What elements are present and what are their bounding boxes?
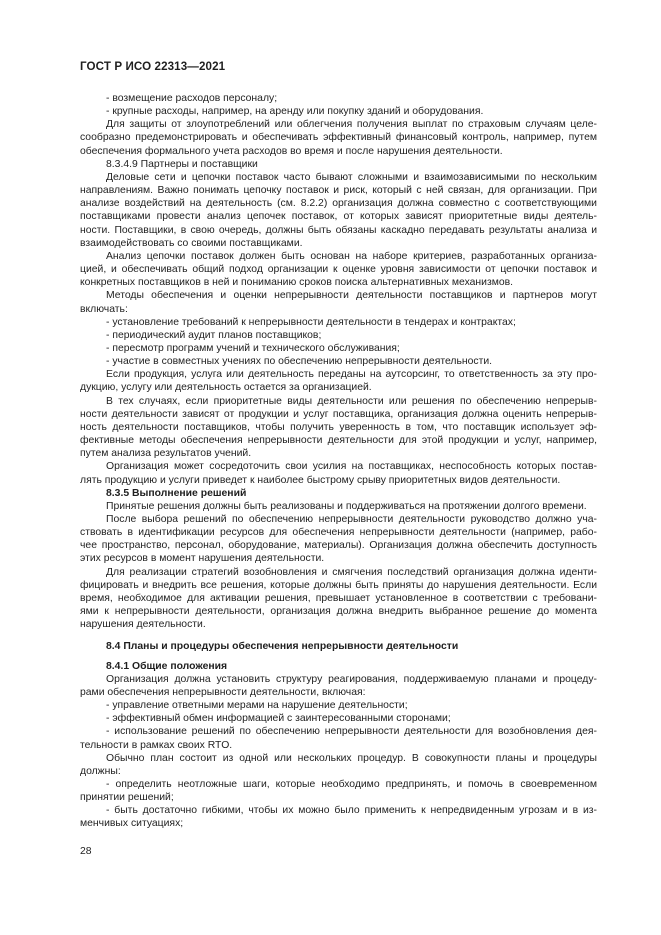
text-line: ности. Поставщики, в свою очередь, должны быть обязаны каскадно передавать результаты анализа и xyxy=(80,224,597,236)
text-line: обеспечения формального учета расходов во время и после нарушения деятельности. xyxy=(80,145,503,157)
text-line: тельности в рамках своих RTO. xyxy=(80,739,233,751)
text-line: нарушения деятельности. xyxy=(80,619,206,631)
text-line: ствовать в идентификации ресурсов для обеспечения непрерывности деятельности (например, рабо- xyxy=(80,527,597,539)
text-line: В тех случаях, если приоритетные виды деятельности или решения по обеспечению непрерыв- xyxy=(106,395,597,407)
text-line: Принятые решения должны быть реализованы и поддерживаться на протяжении долгого времени. xyxy=(106,500,587,512)
text-line: рами обеспечения непрерывности деятельности, включая: xyxy=(80,686,366,698)
text-line: сообразно предемонстрировать и обеспечивать эффективный финансовый контроль, например, путем xyxy=(80,132,597,144)
text-line: Организация может сосредоточить свои усилия на поставщиках, неспособность которых постав- xyxy=(106,461,597,473)
text-line: Методы обеспечения и оценки непрерывности деятельности поставщиков и партнеров могут xyxy=(106,290,597,302)
text-line: ями к непрерывности деятельности, организация должна внедрить выбранное решение до момента xyxy=(80,606,597,618)
text-line: взаимодействовать со своими поставщиками. xyxy=(80,237,303,249)
list-item: - участие в совместных учениях по обеспечению непрерывности деятельности. xyxy=(106,356,493,368)
subsection-heading: 8.3.4.9 Партнеры и поставщики xyxy=(106,158,258,170)
text-line: фективные методы обеспечения непрерывности деятельности для этой продукции и услуг, например, xyxy=(80,435,597,447)
document-body xyxy=(80,92,597,831)
text-line: чее пространство, персонал, оборудование, материалы). Организация должна обеспечить доступность xyxy=(80,540,597,552)
text-line: дукцию, услугу или деятельность остается за организацией. xyxy=(80,382,372,394)
text-line: менчивых ситуациях; xyxy=(80,818,184,830)
text-line: Обычно план состоит из одной или нескольких процедур. В совокупности планы и процедуры xyxy=(106,752,597,764)
text-line: лять продукцию и услуги приведет к наиболее быстрому срыву приоритетных видов деятельности. xyxy=(80,474,561,486)
list-item: - управление ответными мерами на нарушение деятельности; xyxy=(106,700,408,712)
document-header: ГОСТ Р ИСО 22313—2021 xyxy=(80,60,226,73)
text-line: Если продукция, услуга или деятельность переданы на аутсорсинг, то ответственность за эту про- xyxy=(106,369,597,381)
text-line: Анализ цепочки поставок должен быть основан на наборе критериев, разработанных организа- xyxy=(106,250,597,262)
list-item: - установление требований к непрерывности деятельности в тендерах и контрактах; xyxy=(106,316,516,328)
text-line: принятии решений; xyxy=(80,792,174,804)
text-line: поставщиками провести анализ цепочек поставок, от которых зависят приоритетные виды деятель- xyxy=(80,211,597,223)
text-line: анализе воздействий на деятельность (см. 8.2.2) организация должна совместно с соответствующими xyxy=(80,198,597,210)
text-line: ности деятельности зависят от продукции и услуг поставщика, организация должна оценить непрерыв- xyxy=(80,408,597,420)
text-line: После выбора решений по обеспечению непрерывности деятельности руководство должно уча- xyxy=(106,514,597,525)
list-item: - определить неотложные шаги, которые необходимо предпринять, и помочь в своевременном xyxy=(106,778,597,790)
text-line: ность деятельности поставщиков, чтобы получить уверенность в том, что поставщик использует эф- xyxy=(80,421,597,433)
list-item: - эффективный обмен информацией с заинтересованными сторонами; xyxy=(106,713,451,725)
text-line: время, необходимое для активации решения, превышает установленное в соответствии с требовани- xyxy=(80,592,597,604)
text-line: Организация должна установить структуру реагирования, поддерживаемую планами и процеду- xyxy=(106,673,597,685)
list-item: - быть достаточно гибкими, чтобы их можно было применить к непредвиденным угрозам и в из- xyxy=(106,805,597,817)
list-item: - периодический аудит планов поставщиков; xyxy=(106,329,322,341)
text-line: этих ресурсов в момент нарушения деятельности. xyxy=(80,553,325,565)
section-heading: 8.4.1 Общие положения xyxy=(106,660,228,672)
list-item: - крупные расходы, например, на аренду или покупку зданий и оборудования. xyxy=(106,106,484,118)
list-item: - использование решений по обеспечению непрерывности деятельности для возобновления дея- xyxy=(106,726,597,738)
page-number: 28 xyxy=(80,846,92,857)
text-line: Деловые сети и цепочки поставок часто бывают сложными и взаимозависимыми по нескольким xyxy=(106,171,597,183)
text-line: включать: xyxy=(80,303,128,315)
list-item: - возмещение расходов персоналу; xyxy=(106,93,278,104)
text-line: направлениям. Важно понимать цепочку поставок и риск, который с ней связан, для организации. При xyxy=(80,185,597,197)
text-line: должны: xyxy=(80,765,121,777)
text-line: цией, и обеспечивать общий подход организации к оценке уровня зависимости от цепочки поставок и xyxy=(80,264,597,276)
text-line: Для реализации стратегий возобновления и смягчения последствий организация должна иденти- xyxy=(106,566,597,578)
text-line: конкретных поставщиков в ней и пониманию сроков поиска альтернативных механизмов. xyxy=(80,277,514,289)
list-item: - пересмотр программ учений и технического обслуживания; xyxy=(106,342,400,354)
section-heading: 8.4 Планы и процедуры обеспечения непрерывности деятельности xyxy=(106,641,459,653)
text-line: путем анализа результатов учений. xyxy=(80,448,252,460)
text-line: Для защиты от злоупотреблений или облегчения получения выплат по страховым случаям целе- xyxy=(106,119,597,131)
section-heading: 8.3.5 Выполнение решений xyxy=(106,487,247,499)
text-line: фицировать и внедрить все решения, которые должны быть приняты до нарушения деятельности. Если xyxy=(80,579,597,591)
